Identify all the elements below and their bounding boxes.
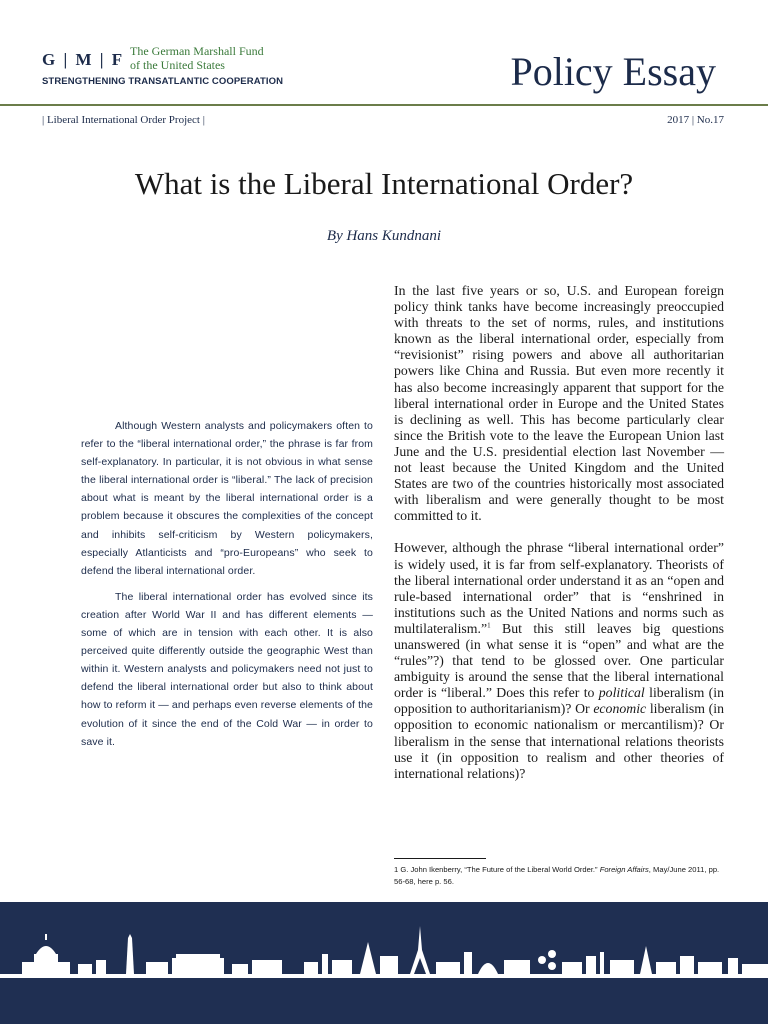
- emphasis-political: political: [598, 685, 645, 701]
- project-label: | Liberal International Order Project |: [42, 114, 205, 126]
- footnote-text-b: , May/June 2011, pp. 56-68, here p. 56.: [394, 865, 720, 886]
- summary-paragraph-2: The liberal international order has evolved since its creation after World War II and has different elements — some of which are in tension with each other. It is also perceived quite differently outside the geographic West than within it. Western analysts and policymakers need not just to defend the liberal international order but also to think about how to reform it — and perhaps even reverse elements of the evolution of it since the end of the Cold War — in order to save it.: [81, 590, 373, 748]
- body-paragraph-2: [394, 540, 724, 781]
- article-title: What is the Liberal International Order?: [134, 166, 634, 201]
- org-tagline: STRENGTHENING TRANSATLANTIC COOPERATION: [42, 76, 284, 87]
- city-skyline-illustration: [0, 902, 768, 1024]
- emphasis-economic: economic: [593, 701, 647, 717]
- body-p2-text-b: But this still leaves big questions unanswered (in what sense it is “open” and what are the “rules”?) that tend to be glossed over. One particular ambiguity is around the sense that the liberal international order is “liberal.” Does this refer to: [394, 620, 724, 701]
- issue-number: 2017 | No.17: [667, 114, 724, 126]
- footnote-text-a: 1 G. John Ikenberry, “The Future of the Liberal World Order.”: [394, 865, 600, 874]
- header-divider: [0, 104, 768, 106]
- body-p2-text-d: liberalism (in opposition to economic nationalism or mercantilism)? Or liberalism in the sense that international relations theorists use it (in opposition to realism and other theories of international relations)?: [394, 701, 724, 781]
- footer-banner: [0, 902, 768, 1024]
- footnote: [394, 864, 724, 888]
- body-paragraph-1: In the last five years or so, U.S. and European foreign policy think tanks have become increasingly preoccupied with threats to the set of norms, rules, and institutions known as the liberal international order, especially from “revisionist” rising powers and above all authoritarian powers like China and Russia. But even more recently it has also become increasingly apparent that support for the liberal international order in Europe and the United States is declining as well. This has become particularly clear since the British vote to the leave the European Union last June and the U.S. presidential election last November — not least because the United Kingdom and the United States are two of the countries historically most associated with liberalism and were generally thought to be most committed to it.: [394, 283, 724, 524]
- org-name-line1: The German Marshall Fund: [130, 44, 264, 58]
- org-name: [130, 44, 264, 72]
- body-p2-text-c: liberalism (in opposition to authoritarianism)? Or: [394, 685, 724, 717]
- article-byline: By Hans Kundnani: [326, 228, 442, 244]
- logo-letters: G | M | F: [42, 50, 125, 69]
- summary-column: [81, 417, 373, 759]
- gmf-logo: [42, 44, 282, 90]
- org-name-line2: of the United States: [130, 58, 225, 72]
- footnote-reference[interactable]: 1: [487, 621, 491, 630]
- body-p2-text-a: However, although the phrase “liberal international order” is widely used, it is far from self-explanatory. Theorists of the liberal international order understand it as an “open and rule-based international order” that is “enshrined in institutions such as the United Nations and norms such as multilateralism.”: [394, 540, 724, 636]
- summary-paragraph-1: Although Western analysts and policymakers often to refer to the “liberal international order,” the phrase is far from self-explanatory. In particular, it is not obvious in what sense the liberal international order is “liberal.” The lack of precision about what is meant by the liberal international order is a problem because it obscures the complexities of the concept and inhibits self-criticism by Western policymakers, especially Atlanticists and “pro-Europeans” who seek to defend the liberal international order.: [81, 420, 373, 577]
- publication-type: Policy Essay: [510, 49, 716, 94]
- body-column: [394, 283, 724, 798]
- footnote-journal: Foreign Affairs: [599, 865, 649, 874]
- footnote-divider: [394, 858, 486, 859]
